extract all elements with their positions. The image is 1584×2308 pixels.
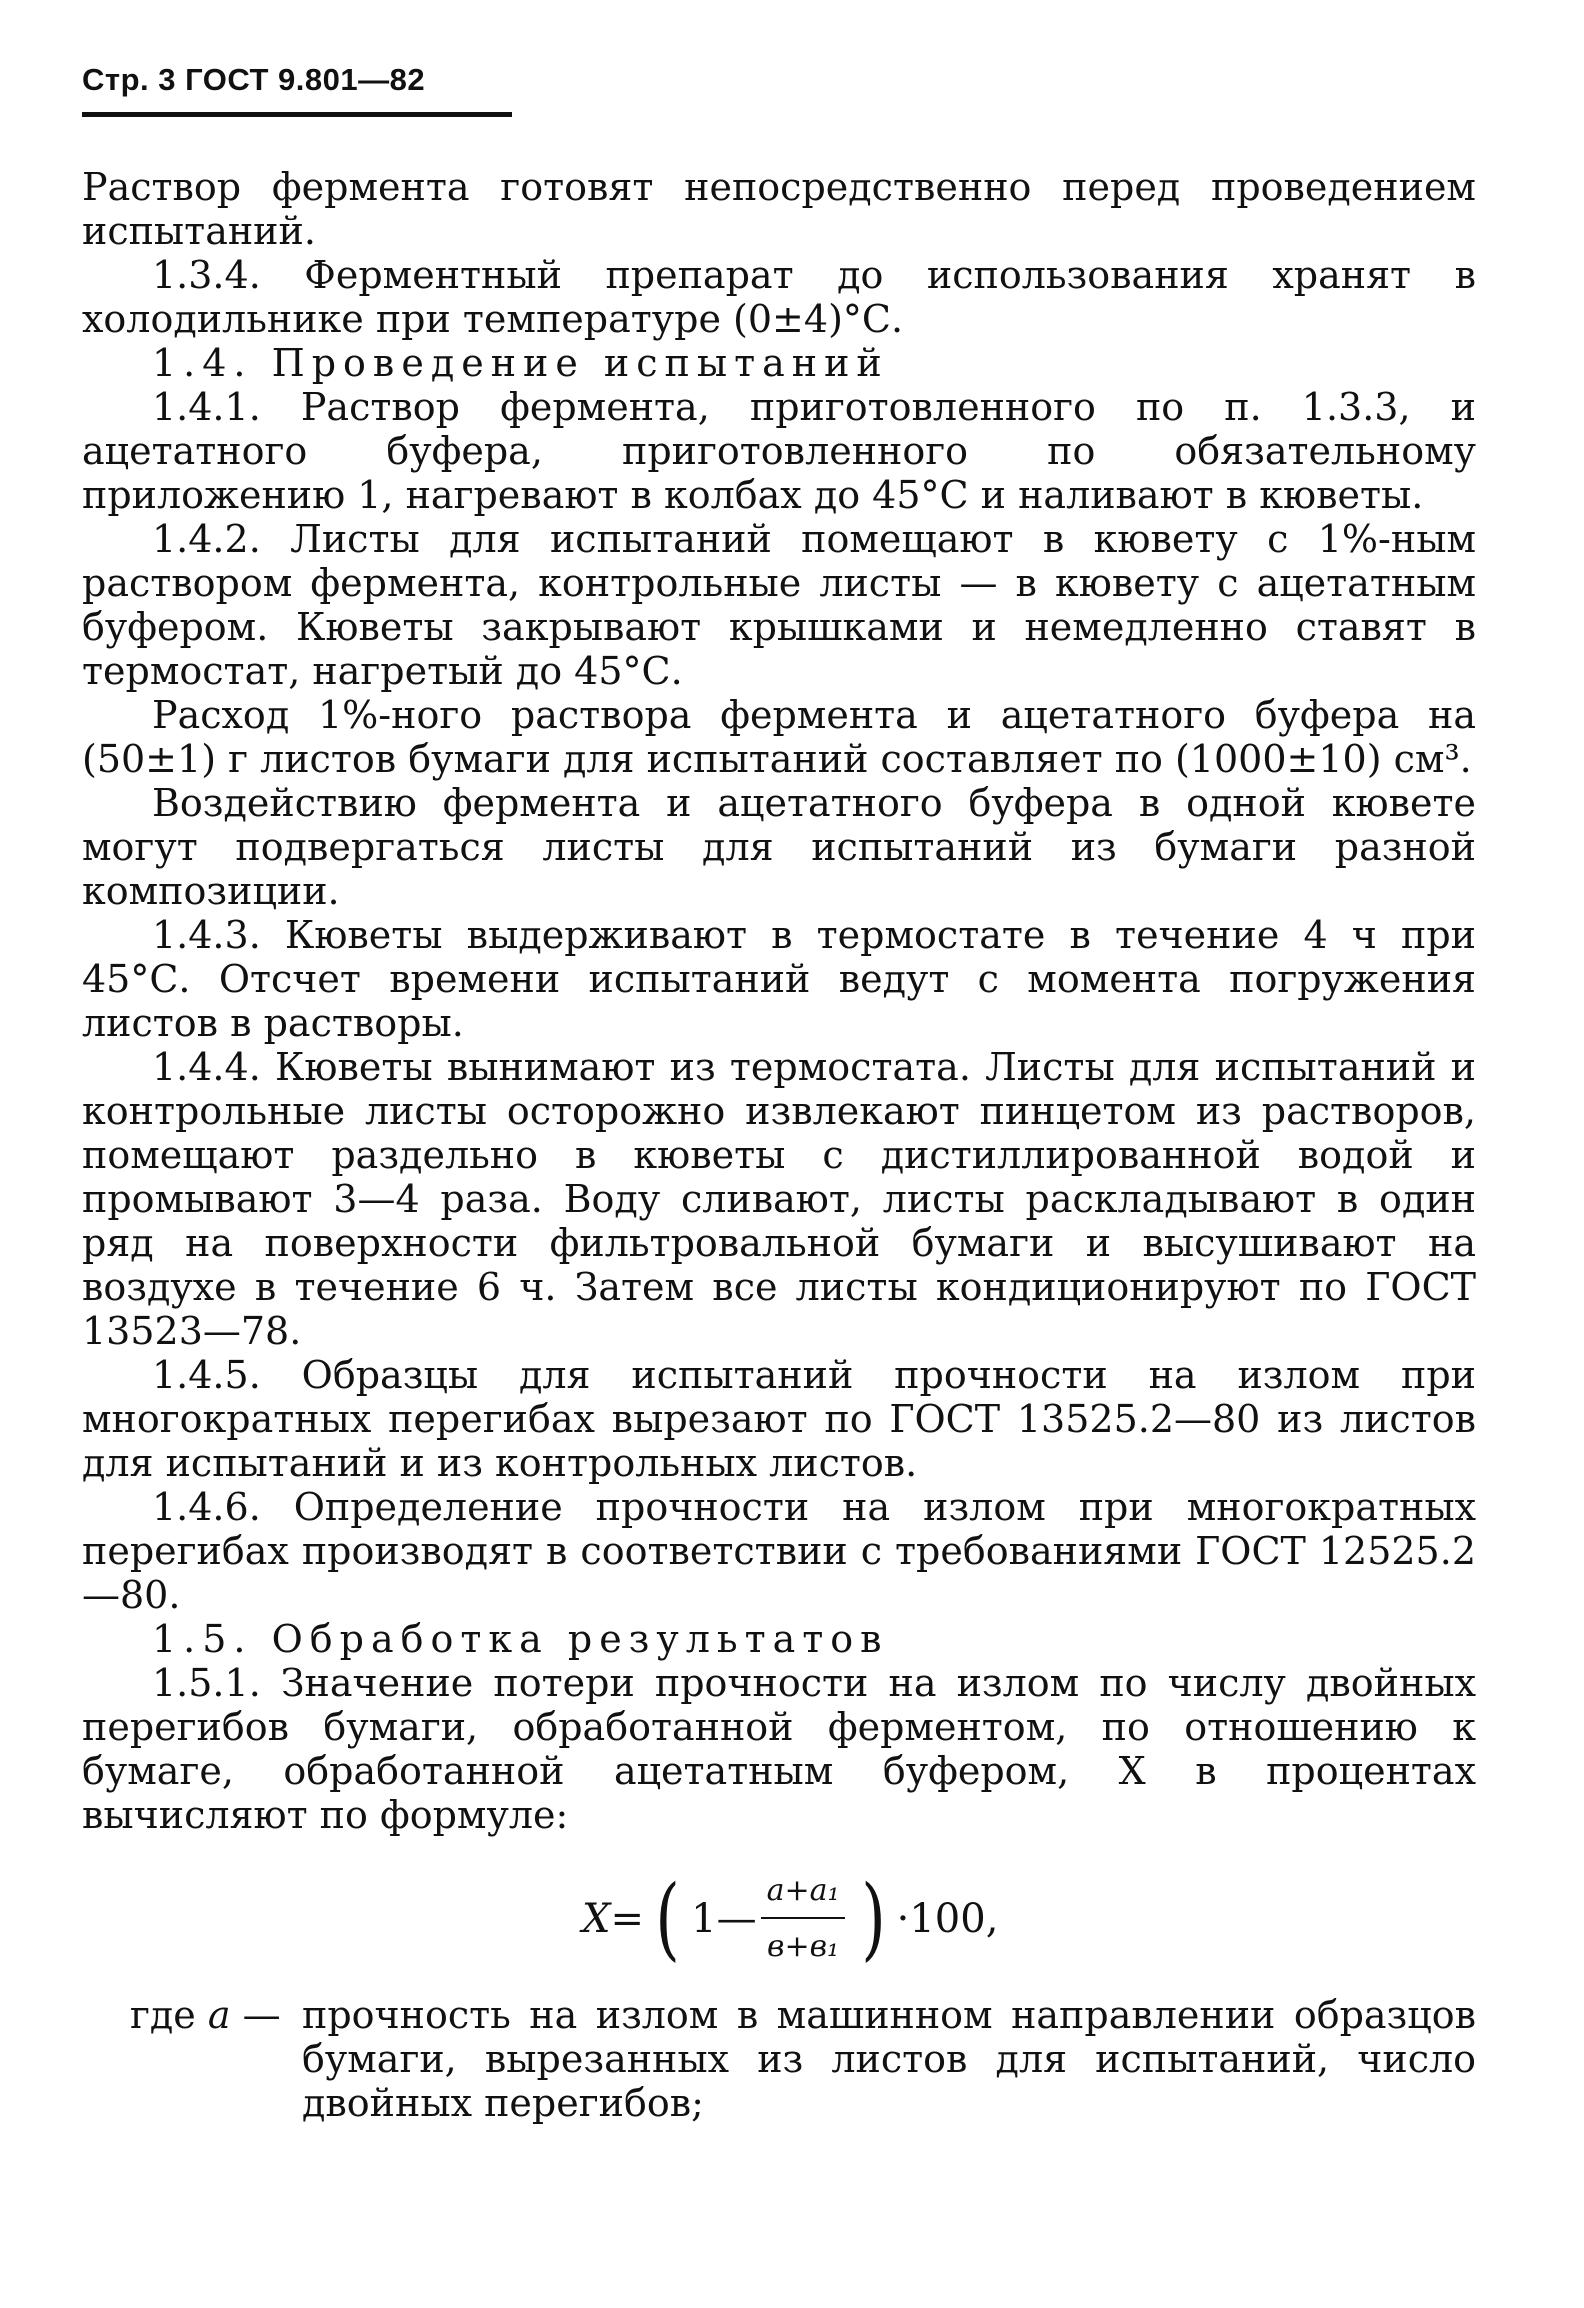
paragraph-1-3-4: 1.3.4. Ферментный препарат до использования хранят в холодильнике при температуре (0±4)°С. xyxy=(82,253,1476,341)
formula-one-minus: 1— xyxy=(691,1896,757,1942)
formula-denominator: в+в₁ xyxy=(761,1917,845,1969)
paragraph-1-4-1: 1.4.1. Раствор фермента, приготовленного по п. 1.3.3, и ацетатного буфера, приготовленного по обязательному приложению 1, нагревают в колбах до 45°С и наливают в кюветы. xyxy=(82,385,1476,517)
paragraph-consumption: Расход 1%-ного раствора фермента и ацетатного буфера на (50±1) г листов бумаги для испытаний составляет по (1000±10) см³. xyxy=(82,693,1476,781)
where-symbol: a xyxy=(207,1993,231,2037)
paragraph-1-4-6: 1.4.6. Определение прочности на излом при многократных перегибах производят в соответствии с требованиями ГОСТ 12525.2—80. xyxy=(82,1485,1476,1617)
formula xyxy=(82,1855,1476,1983)
formula-numerator: a+a₁ xyxy=(766,1873,840,1908)
paragraph-1-4-5: 1.4.5. Образцы для испытаний прочности на излом при многократных перегибах вырезают по ГОСТ 13525.2—80 из листов для испытаний и из контрольных листов. xyxy=(82,1353,1476,1485)
where-dash: — xyxy=(242,1993,281,2037)
where-clause xyxy=(82,1993,1476,2125)
formula-expression xyxy=(582,1866,999,1971)
where-lead xyxy=(130,1993,281,2037)
formula-fraction xyxy=(761,1869,846,1969)
where-word: где xyxy=(130,1993,196,2037)
formula-open-paren: ( xyxy=(655,1866,680,1971)
formula-tail: ·100, xyxy=(896,1896,999,1942)
paragraph-exposure: Воздействию фермента и ацетатного буфера в одной кювете могут подвергаться листы для испытаний из бумаги разной композиции. xyxy=(82,781,1476,913)
section-heading-1-5: 1.5. Обработка результатов xyxy=(152,1617,889,1661)
formula-lhs: X= xyxy=(582,1896,644,1942)
paragraph-1-4-2: 1.4.2. Листы для испытаний помещают в кювету с 1%-ным раствором фермента, контрольные листы — в кювету с ацетатным буфером. Кюветы закрывают крышками и немедленно ставят в термостат, нагретый до 45°С. xyxy=(82,517,1476,693)
section-heading-1-4: 1.4. Проведение испытаний xyxy=(152,341,889,385)
document-body xyxy=(82,165,1476,2125)
paragraph-1-4-4: 1.4.4. Кюветы вынимают из термостата. Листы для испытаний и контрольные листы осторожно извлекают пинцетом из растворов, помещают раздельно в кюветы с дистиллированной водой и промывают 3—4 раза. Воду сливают, листы раскладывают в один ряд на поверхности фильтровальной бумаги и высушивают на воздухе в течение 6 ч. Затем все листы кондиционируют по ГОСТ 13523—78. xyxy=(82,1045,1476,1353)
paragraph-1-4-3: 1.4.3. Кюветы выдерживают в термостате в течение 4 ч при 45°С. Отсчет времени испытаний ведут с момента погружения листов в растворы. xyxy=(82,913,1476,1045)
formula-close-paren: ) xyxy=(860,1866,886,1971)
paragraph-1-5-1: 1.5.1. Значение потери прочности на излом по числу двойных перегибов бумаги, обработанной ферментом, по отношению к бумаге, обработанной ацетатным буфером, X в процентах вычисляют по формуле: xyxy=(82,1661,1476,1837)
page-header: Стр. 3 ГОСТ 9.801—82 xyxy=(82,62,426,97)
paragraph-intro: Раствор фермента готовят непосредственно перед проведением испытаний. xyxy=(82,165,1476,253)
header-rule xyxy=(82,112,512,117)
where-definition: прочность на излом в машинном направлении образцов бумаги, вырезанных из листов для испытаний, число двойных перегибов; xyxy=(302,1993,1476,2125)
